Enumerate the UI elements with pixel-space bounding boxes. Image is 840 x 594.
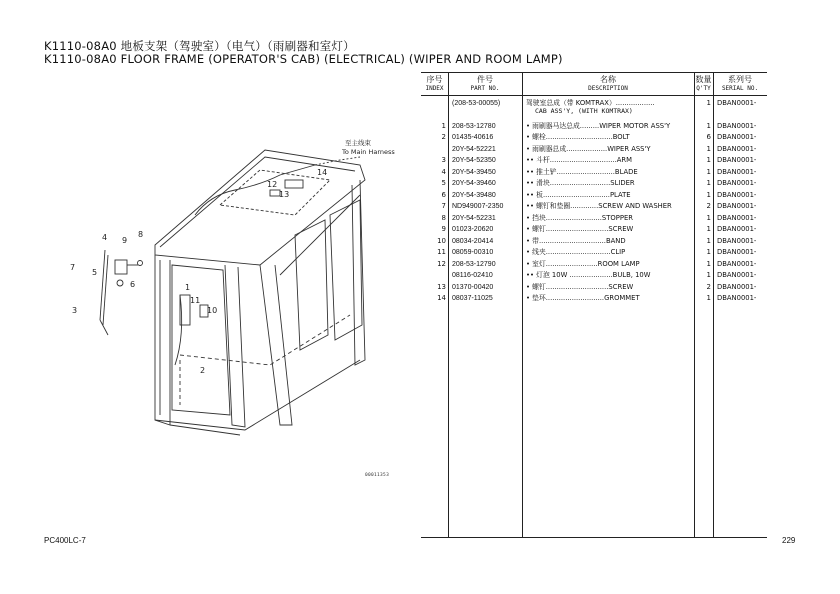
row-index: 3 (441, 156, 446, 164)
row-index: 8 (441, 213, 446, 222)
table-row (421, 224, 767, 236)
row-part-no: 20Y-54-39460 (452, 180, 496, 187)
header-index: 序号 INDEX (425, 75, 444, 92)
row-qty: 1 (706, 225, 711, 233)
row-index: 14 (437, 294, 446, 302)
page-title-cn: K1110-08A0 地板支架（驾驶室）（电气）（雨刷器和室灯） (44, 39, 355, 53)
row-qty: 1 (706, 167, 711, 176)
row-description: •• 螺钉和垫圈.............SCREW AND WASHER (526, 202, 672, 210)
callout-12: 12 (267, 180, 278, 189)
row-index: 1 (441, 121, 446, 130)
row-serial: DBAN0001- (717, 190, 757, 199)
row-index: 12 (437, 259, 446, 268)
row-qty: 1 (706, 179, 711, 187)
row-part-no: 208-53-12780 (452, 122, 496, 130)
row-index: 2 (441, 133, 446, 141)
row-description: • 螺栓...............................BOLT (526, 133, 630, 141)
table-row (421, 178, 767, 190)
row-qty: 6 (706, 133, 711, 141)
row-description: 驾驶室总成（带 KOMTRAX）.................. (526, 99, 655, 107)
model-number: PC400LC-7 (44, 536, 86, 545)
row-serial: DBAN0001- (717, 121, 757, 130)
row-part-no: 08116-02410 (452, 272, 493, 279)
callout-4: 4 (102, 233, 108, 242)
table-row (421, 236, 767, 248)
row-description: •• 推土铲...........................BLADE (526, 167, 638, 176)
row-description: •• 斗杆...............................ARM (526, 156, 632, 164)
row-serial: DBAN0001- (717, 167, 757, 176)
header-serial: 系列号 SERIAL NO. (721, 75, 759, 92)
callout-10: 10 (207, 306, 218, 315)
row-serial: DBAN0001- (717, 99, 757, 107)
row-serial: DBAN0001- (717, 271, 757, 279)
table-row (421, 121, 767, 133)
row-serial: DBAN0001- (717, 156, 757, 164)
row-part-no: (208-53-00055) (452, 100, 501, 107)
callout-9: 9 (122, 236, 128, 245)
table-row (421, 213, 767, 225)
row-description: •• 滑块............................SLIDER (526, 179, 635, 187)
page-number: 229 (782, 536, 796, 545)
harness-label-en: To Main Harness (342, 148, 395, 156)
row-part-no: 08034-20414 (452, 237, 494, 245)
row-qty: 1 (706, 259, 711, 268)
row-index: 11 (437, 248, 446, 256)
row-qty: 1 (706, 99, 711, 107)
row-index: 5 (441, 179, 446, 187)
callout-6: 6 (130, 280, 136, 289)
row-index: 7 (441, 202, 446, 210)
row-part-no: 08059-00310 (452, 249, 494, 256)
row-qty: 1 (706, 144, 711, 153)
row-description: • 线夹..............................CLIP (526, 248, 626, 256)
row-description: • 室灯........................ROOM LAMP (526, 259, 640, 268)
table-row (421, 282, 767, 294)
row-qty: 2 (706, 282, 711, 291)
cab-assy-subtitle: CAB ASS'Y, (WITH KOMTRAX) (535, 107, 633, 115)
table-row (421, 144, 767, 156)
table-row (421, 201, 767, 213)
row-description: • 螺钉.............................SCREW (526, 282, 634, 291)
callout-1: 1 (185, 283, 191, 292)
row-serial: DBAN0001- (717, 144, 757, 153)
callout-11: 11 (190, 296, 201, 305)
row-part-no: 01435-40616 (452, 134, 494, 141)
row-qty: 2 (706, 202, 711, 210)
callout-numbers (70, 168, 327, 375)
table-row (421, 167, 767, 179)
row-serial: DBAN0001- (717, 179, 757, 187)
row-serial: DBAN0001- (717, 294, 757, 302)
row-qty: 1 (706, 294, 711, 302)
row-serial: DBAN0001- (717, 213, 757, 222)
header-qty: 数量 Q'TY (695, 75, 712, 92)
row-part-no: 20Y-54-39450 (452, 168, 496, 176)
row-index: 4 (441, 167, 446, 176)
table-row (421, 190, 767, 202)
callout-3: 3 (72, 306, 78, 315)
table-row (421, 293, 767, 305)
table-row (421, 132, 767, 144)
row-description: • 雨刷器马达总成.........WIPER MOTOR ASS'Y (526, 121, 671, 130)
row-serial: DBAN0001- (717, 282, 757, 291)
row-qty: 1 (706, 121, 711, 130)
row-part-no: 08037-11025 (452, 295, 493, 302)
callout-13: 13 (279, 190, 290, 199)
row-index: 13 (437, 282, 446, 291)
row-index: 6 (441, 190, 446, 199)
row-index: 9 (441, 225, 446, 233)
row-description: •• 灯泡 10W ....................BULB, 10W (526, 271, 651, 279)
row-qty: 1 (706, 271, 711, 279)
header-description: 名称 DESCRIPTION (588, 75, 628, 92)
row-part-no: 20Y-54-52231 (452, 214, 496, 222)
row-qty: 1 (706, 156, 711, 164)
header-part-no: 件号 PART NO. (470, 75, 500, 92)
table-row (421, 270, 767, 282)
row-description: • 螺钉.............................SCREW (526, 225, 634, 233)
row-qty: 1 (706, 213, 711, 222)
row-description: • 垫环...........................GROMMET (526, 294, 640, 302)
exploded-parts-diagram (60, 125, 400, 455)
callout-2: 2 (200, 366, 206, 375)
row-serial: DBAN0001- (717, 133, 757, 141)
row-serial: DBAN0001- (717, 248, 757, 256)
row-part-no: ND949007-2350 (452, 203, 504, 210)
harness-label-cn: 至主线束 (345, 139, 371, 147)
row-part-no: 20Y-54-39480 (452, 191, 496, 199)
row-index: 10 (437, 236, 446, 245)
callout-14: 14 (317, 168, 328, 177)
drawing-code: 00011353 (365, 473, 390, 478)
row-part-no: 208-53-12790 (452, 260, 496, 268)
parts-table (421, 72, 767, 538)
row-description: •• 板...............................PLATE (526, 190, 631, 199)
table-row (421, 247, 767, 259)
callout-7: 7 (70, 263, 76, 272)
row-part-no: 01370-00420 (452, 283, 494, 291)
table-row (421, 155, 767, 167)
row-part-no: 01023-20620 (452, 226, 494, 233)
row-qty: 1 (706, 190, 711, 199)
row-description: • 带...............................BAND (526, 236, 626, 245)
row-description: • 挡块..........................STOPPER (526, 213, 633, 222)
callout-5: 5 (92, 268, 98, 277)
row-part-no: 20Y-54-52221 (452, 145, 496, 153)
row-qty: 1 (706, 236, 711, 245)
row-qty: 1 (706, 248, 711, 256)
row-description: • 雨刷器总成...................WIPER ASS'Y (526, 144, 651, 153)
row-serial: DBAN0001- (717, 202, 757, 210)
row-serial: DBAN0001- (717, 259, 757, 268)
row-serial: DBAN0001- (717, 225, 757, 233)
callout-8: 8 (138, 230, 144, 239)
cab-frame-drawing (60, 125, 400, 455)
page-title-en: K1110-08A0 FLOOR FRAME (OPERATOR'S CAB) (ELECTRICAL) (WIPER AND ROOM LAMP) (44, 52, 563, 66)
row-part-no: 20Y-54-52350 (452, 157, 496, 164)
table-row (421, 259, 767, 271)
row-serial: DBAN0001- (717, 236, 757, 245)
